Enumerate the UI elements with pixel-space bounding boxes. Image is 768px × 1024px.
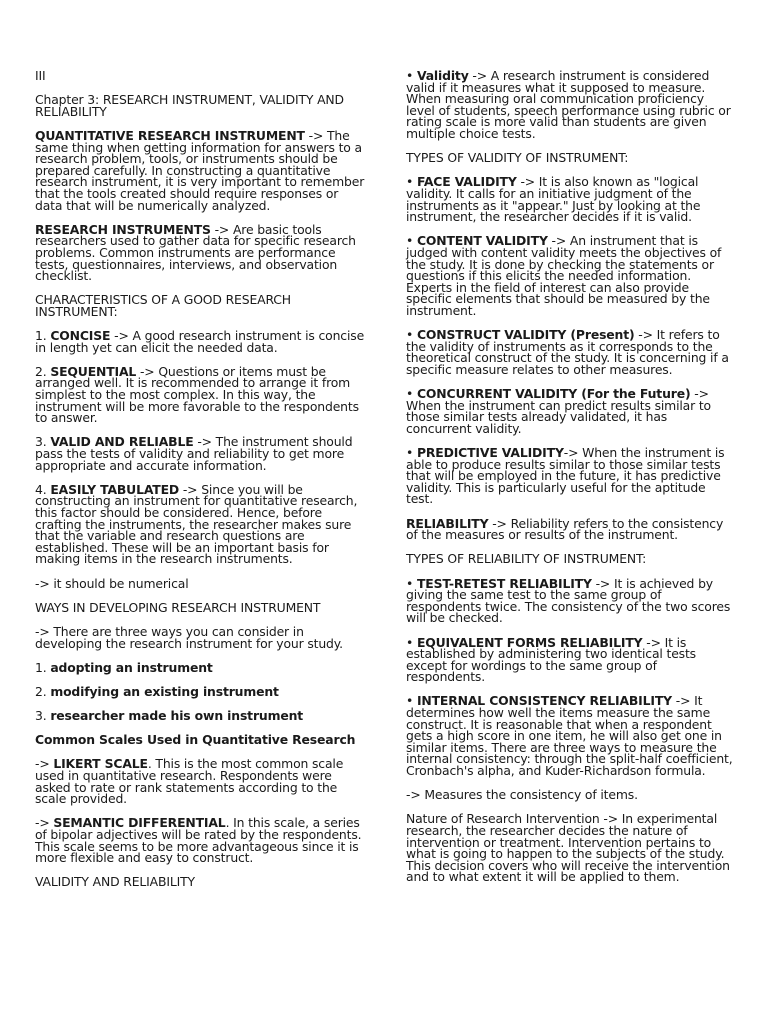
arrow-prefix: -> [35,815,54,831]
right-column [406,70,736,896]
term: EQUIVALENT FORMS RELIABILITY [416,634,643,650]
nature-of-intervention: Nature of Research Intervention -> In experimental research, the researcher decides the nature of intervention or treatment. Intervention pertains to what is going to happen to the subjects of the study. This decision covers who will receive the intervention and to what extent it will be applied to them. [406,811,730,885]
bullet: • [406,68,417,83]
equivalent-forms-reliability [406,634,736,685]
definition: -> A research instrument is considered valid if it measures what it supposed to measure. When measuring oral communication proficiency level of students, speech performance using rubric or rating scale is more valid than students are given multiple choice tests. [406,68,731,141]
definition: -> When the instrument is able to produce results similar to those similar tests that will be employed in the future, it has predictive validity. This is particularly useful for the aptitude test. [406,445,725,507]
term: Validity [416,68,469,83]
definition: -> It determines how well the items measure the same construct. It is reasonable that when a respondent gets a high score in one item, he will also get one in similar items. There are three ways to measure the internal consistency: through the split-half coefficient, Cronbach's alpha, and Kuder-Richardson formula. [406,693,733,779]
definition: -> Are basic tools researchers used to gather data for specific research problems. Common instruments are performance tests, questionnaires, interviews, and observation checklist. [35,221,356,284]
way-modifying [35,683,365,699]
list-number: 1. [35,659,51,675]
definition: -> Since you will be constructing an instrument for quantitative research, this factor should be considered. Hence, before crafting the instruments, the researcher makes sure that the variable and research questions are established. These will be an important basis for making items in the research instruments. [35,481,358,567]
ways-intro: -> There are three ways you can consider in developing the research instrument for your study. [35,623,343,651]
way-adopting [35,659,365,675]
scales-heading: Common Scales Used in Quantitative Research [35,732,356,748]
bullet: • [406,693,417,709]
paragraph-quantitative-research-instrument [35,127,365,213]
validity-reliability-heading: VALIDITY AND RELIABILITY [35,874,195,890]
definition: -> It refers to the validity of instruments as it corresponds to the theoretical construct of the study. It is concerning if a specific measure relates to other measures. [406,327,729,377]
characteristic-easily-tabulated [35,481,365,567]
arrow-prefix: -> [35,756,54,772]
definition: . In this scale, a series of bipolar adjectives will be rated by the respondents. This scale seems to be more advantageous since it is more flexible and easy to construct. [35,815,362,866]
definition: -> It is also known as "logical validity. It calls for an initiative judgment of the instruments as it "appear." Just by looking at the instrument, the researcher decides if it is valid. [406,174,701,225]
term: QUANTITATIVE RESEARCH INSTRUMENT [35,127,305,143]
term: RELIABILITY [406,515,489,531]
measures-note: -> Measures the consistency of items. [406,787,638,803]
bullet: • [406,174,417,190]
characteristic-valid-reliable [35,436,365,471]
types-of-validity-heading: TYPES OF VALIDITY OF INSTRUMENT: [406,150,629,166]
term: SEQUENTIAL [50,363,137,379]
list-number: 1. [35,328,51,344]
term: CONTENT VALIDITY [416,233,548,249]
paragraph-research-instruments [35,221,365,284]
internal-consistency-reliability [406,693,736,779]
term: LIKERT SCALE [53,756,148,772]
list-number: 2. [35,363,51,379]
bullet: • [406,386,417,402]
list-number: 3. [35,434,51,450]
term: RESEARCH INSTRUMENTS [35,221,211,237]
characteristic-concise [35,330,365,353]
validity-paragraph [406,70,736,140]
construct-validity [406,329,736,375]
definition: -> An instrument that is judged with content validity meets the objectives of the study. It is done by checking the statements or questions if this elicits the needed information. Experts in the field of interest can also provide specific elements that should be measured by the instrument. [406,233,722,318]
way-researcher-made [35,710,365,722]
characteristics-heading: CHARACTERISTICS OF A GOOD RESEARCH INSTRUMENT: [35,292,291,319]
bullet: • [406,233,417,249]
content-validity [406,235,736,316]
term: CONCURRENT VALIDITY (For the Future) [416,386,691,402]
predictive-validity [406,447,736,505]
definition: -> A good research instrument is concise in length yet can elicit the needed data. [35,328,365,355]
bullet: • [406,575,417,591]
term: CONCISE [50,328,111,344]
term: TEST-RETEST RELIABILITY [416,575,592,591]
numerical-note: -> it should be numerical [35,575,189,591]
term: INTERNAL CONSISTENCY RELIABILITY [416,693,672,709]
types-of-reliability-heading: TYPES OF RELIABILITY OF INSTRUMENT: [406,551,647,567]
list-number: 2. [35,683,51,699]
definition: -> It is achieved by giving the same test to the same group of respondents twice. The consistency of the two scores will be checked. [406,575,731,626]
bullet: • [406,634,417,650]
term: modifying an existing instrument [50,683,279,699]
term: adopting an instrument [50,659,213,675]
term: FACE VALIDITY [416,174,517,190]
definition: . This is the most common scale used in quantitative research. Respondents were asked to rate or rank statements according to the scale provided. [35,756,344,807]
ways-heading: WAYS IN DEVELOPING RESEARCH INSTRUMENT [35,599,321,615]
definition: -> The same thing when getting information for answers to a research problem, tools, or instruments should be prepared carefully. In constructing a quantitative research instrument, it is very important to remember that the tools created should require responses or data that will be numerically analyzed. [35,127,365,213]
term: SEMANTIC DIFFERENTIAL [53,815,226,831]
term: CONSTRUCT VALIDITY (Present) [416,327,635,343]
likert-scale [35,756,365,807]
concurrent-validity [406,388,736,434]
face-validity [406,174,736,225]
semantic-differential [35,815,365,866]
definition: -> When the instrument can predict results similar to those similar tests already validated, it has concurrent validity. [406,386,711,436]
definition: -> The instrument should pass the tests of validity and reliability to get more appropriate and accurate information. [35,434,353,473]
section-roman-numeral: III [35,68,46,83]
bullet: • [406,445,417,460]
term: EASILY TABULATED [50,481,180,497]
chapter-title: Chapter 3: RESEARCH INSTRUMENT, VALIDITY AND RELIABILITY [35,92,344,119]
reliability-paragraph [406,515,736,543]
term: VALID AND RELIABLE [50,434,194,450]
term: researcher made his own instrument [50,708,304,724]
list-number: 3. [35,708,51,724]
characteristic-sequential [35,363,365,426]
list-number: 4. [35,481,51,497]
definition: -> It is established by administering two identical tests except for wordings to the same group of respondents. [406,634,696,685]
bullet: • [406,327,417,343]
term: PREDICTIVE VALIDITY [416,445,564,460]
left-column [35,70,365,901]
definition: -> Reliability refers to the consistency of the measures or results of the instrument. [406,515,724,543]
definition: -> Questions or items must be arranged well. It is recommended to arrange it from simplest to the most complex. In this way, the instrument will be more favorable to the respondents to answer. [35,363,359,426]
test-retest-reliability [406,575,736,626]
